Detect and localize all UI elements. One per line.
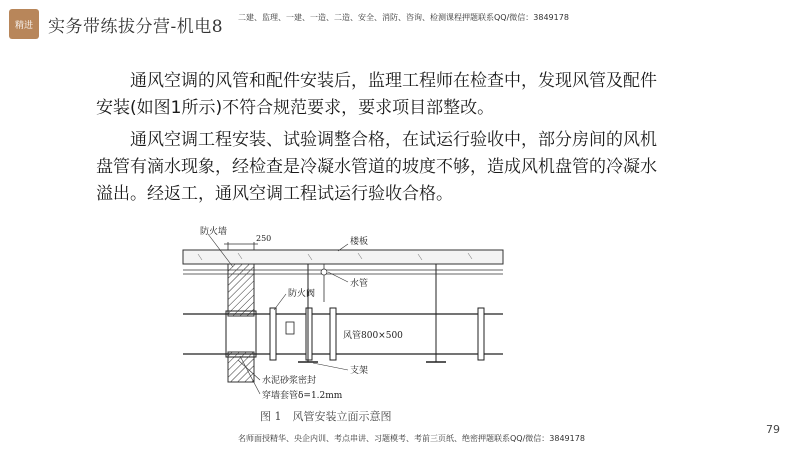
course-title: 实务带练拔分营-机电8 (48, 17, 224, 37)
dimension-label: 250 (256, 234, 272, 243)
page-number: 79 (766, 423, 780, 436)
duct-elevation-diagram (178, 222, 508, 427)
brand-logo: 精进 (9, 9, 39, 39)
fire-damper-label: 防火阀 (288, 289, 316, 299)
duct-installation-figure (178, 222, 508, 427)
wall-sleeve-label: 穿墙套管δ=1.2mm (262, 391, 343, 401)
floor-slab (183, 250, 503, 264)
fire-wall-label: 防火墙 (200, 227, 228, 237)
water-pipe-label: 水管 (350, 279, 369, 289)
support-label: 支架 (350, 366, 369, 376)
paragraph-1: 通风空调的风管和配件安装后，监理工程师在检查中，发现风管及配件安装(如图1所示)不符合规范要求，要求项目部整改。 (96, 71, 657, 118)
fire-damper-handle (286, 322, 294, 334)
duct-label: 风管800×500 (343, 331, 403, 341)
fire-wall-upper (228, 264, 254, 316)
figure-caption: 图 1 风管安装立面示意图 (260, 410, 392, 423)
header-contact-line: 二建、监理、一建、一造、二造、安全、消防、咨询、检测课程押题联系QQ/微信：3849178 (238, 13, 569, 22)
wall-sleeve (226, 311, 256, 357)
mortar-seal-label: 水泥砂浆密封 (262, 376, 317, 386)
floor-slab-label: 楼板 (350, 237, 369, 247)
footer-contact-line: 名师面授精华、央企内训、考点串讲、习题模考、考前三页纸、绝密押题联系QQ/微信：3849178 (238, 434, 585, 443)
paragraph-2: 通风空调工程安装、试验调整合格，在试运行验收中，部分房间的风机盘管有滴水现象，经检查是冷凝水管道的坡度不够，造成风机盘管的冷凝水溢出。经返工，通风空调工程试运行验收合格。 (96, 130, 657, 204)
